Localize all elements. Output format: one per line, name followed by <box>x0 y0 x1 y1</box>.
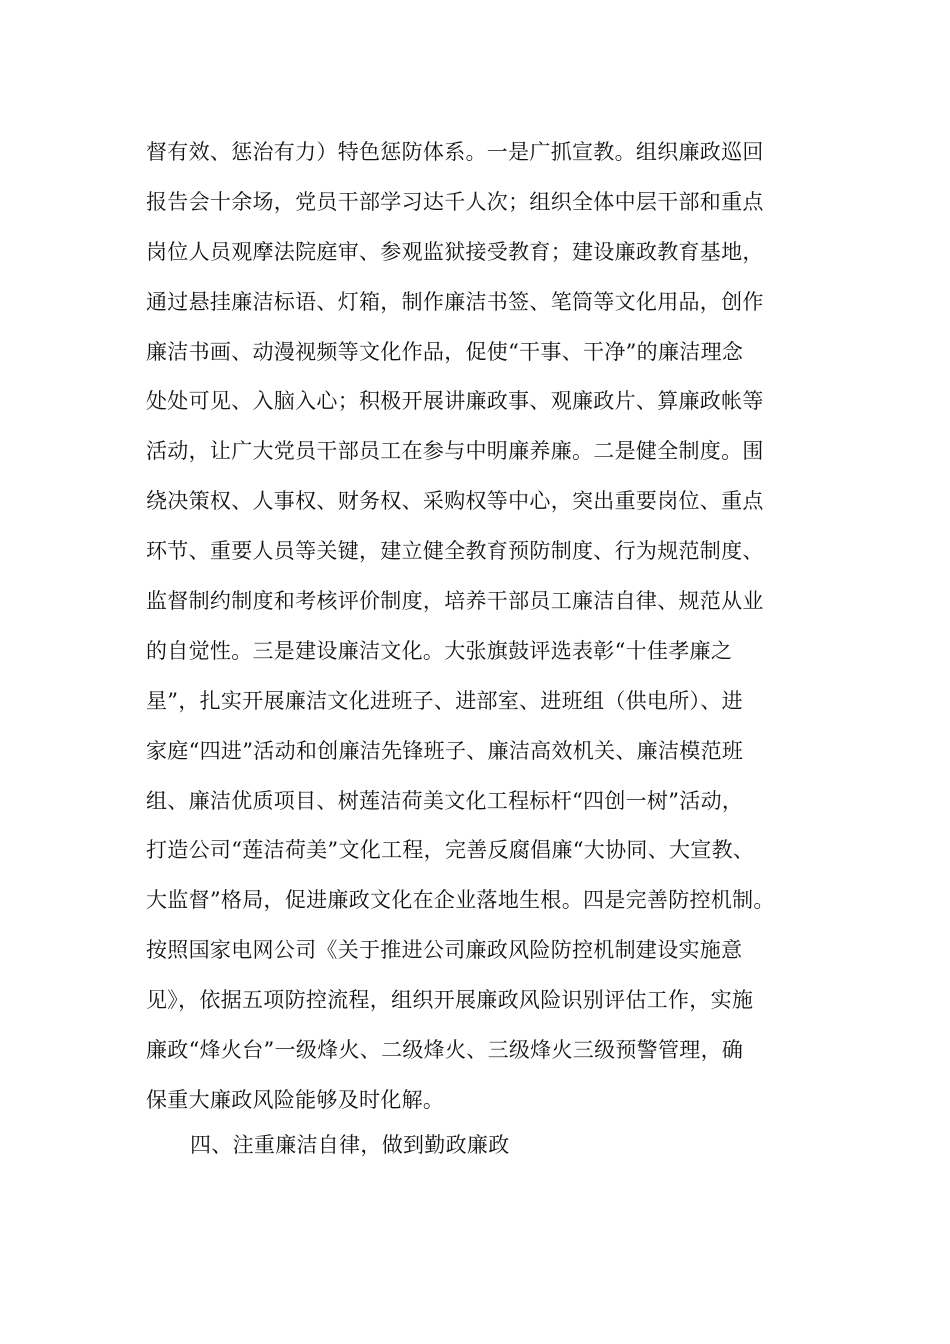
text-line: 家庭“四进”活动和创廉洁先锋班子、廉洁高效机关、廉洁模范班 <box>146 738 744 763</box>
text-line: 打造公司“莲洁荷美”文化工程，完善反腐倡廉“大协同、大宣教、 <box>146 838 755 863</box>
text-line: 星”，扎实开展廉洁文化进班子、进部室、进班组（供电所）、进 <box>146 688 743 713</box>
text-line: 督有效、惩治有力）特色惩防体系。一是广抓宣教。组织廉政巡回 <box>146 140 764 164</box>
text-line: 报告会十余场，党员干部学习达千人次；组织全体中层干部和重点 <box>146 189 764 214</box>
text-line: 绕决策权、人事权、财务权、采购权等中心，突出重要岗位、重点 <box>146 489 764 514</box>
text-line: 通过悬挂廉洁标语、灯箱，制作廉洁书签、笔筒等文化用品，创作 <box>146 289 764 314</box>
text-line: 环节、重要人员等关键，建立健全教育预防制度、行为规范制度、 <box>146 539 764 564</box>
body-paragraph <box>146 128 846 1126</box>
text-line: 大监督”格局，促进廉政文化在企业落地生根。四是完善防控机制。 <box>146 888 775 913</box>
section-heading: 四、注重廉洁自律，做到勤政廉政 <box>190 1133 510 1157</box>
text-line: 的自觉性。三是建设廉洁文化。大张旗鼓评选表彰“十佳孝廉之 <box>146 638 733 663</box>
text-line: 见》，依据五项防控流程，组织开展廉政风险识别评估工作，实施 <box>146 988 754 1013</box>
text-line: 组、廉洁优质项目、树莲洁荷美文化工程标杆“四创一树”活动， <box>146 788 744 813</box>
text-line: 处处可见、入脑入心；积极开展讲廉政事、观廉政片、算廉政帐等 <box>146 389 764 414</box>
text-line: 活动，让广大党员干部员工在参与中明廉养廉。二是健全制度。围 <box>146 439 764 464</box>
text-line: 廉政“烽火台”一级烽火、二级烽火、三级烽火三级预警管理，确 <box>146 1038 744 1063</box>
text-line: 保重大廉政风险能够及时化解。 <box>146 1087 445 1112</box>
text-line: 廉洁书画、动漫视频等文化作品，促使“干事、干净”的廉洁理念 <box>146 339 744 364</box>
text-line: 监督制约制度和考核评价制度，培养干部员工廉洁自律、规范从业 <box>146 589 764 614</box>
text-line: 岗位人员观摩法院庭审、参观监狱接受教育；建设廉政教育基地， <box>146 239 764 264</box>
text-line: 按照国家电网公司《关于推进公司廉政风险防控机制建设实施意 <box>146 938 743 963</box>
